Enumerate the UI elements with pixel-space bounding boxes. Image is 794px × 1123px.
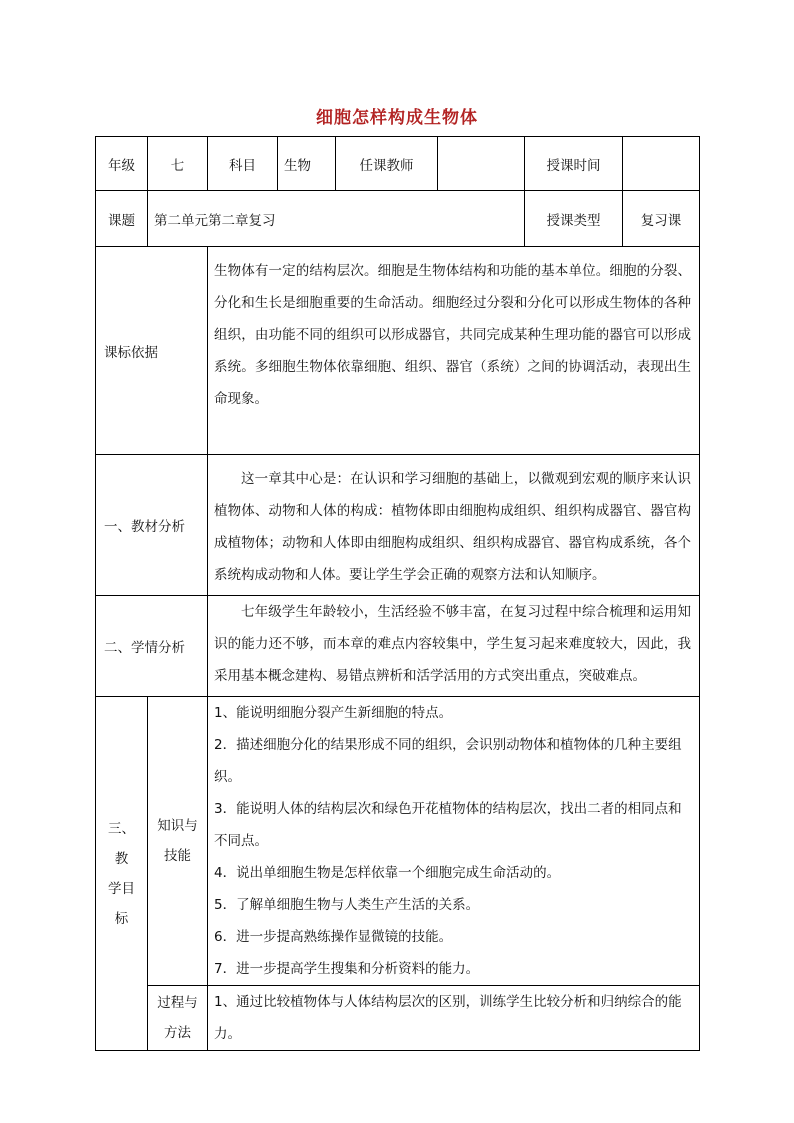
knowledge-item: 6．进一步提高熟练操作显微镜的技能。 <box>214 929 453 945</box>
textbook-label: 一、教材分析 <box>96 455 208 596</box>
process-item: 1、通过比较植物体与人体结构层次的区别，训练学生比较分析和归纳综合的能力。 <box>214 994 682 1042</box>
objectives-label-line: 学目 <box>108 880 135 897</box>
objectives-label-line: 标 <box>114 910 129 927</box>
topic-label: 课题 <box>96 191 148 247</box>
students-label: 二、学情分析 <box>96 596 208 697</box>
header-row <box>96 137 700 191</box>
process-label <box>148 986 208 1051</box>
process-label-line: 过程与 <box>157 995 198 1011</box>
students-row <box>96 596 700 697</box>
process-row <box>96 986 700 1051</box>
knowledge-items <box>208 697 700 986</box>
knowledge-item: 4．说出单细胞生物是怎样依靠一个细胞完成生命活动的。 <box>214 865 561 881</box>
type-label: 授课类型 <box>525 191 623 247</box>
time-value <box>623 137 700 191</box>
knowledge-label-line: 知识与 <box>157 818 198 834</box>
type-value: 复习课 <box>623 191 700 247</box>
standard-text: 生物体有一定的结构层次。细胞是生物体结构和功能的基本单位。细胞的分裂、分化和生长是细胞重要的生命活动。细胞经过分裂和分化可以形成生物体的各种组织，由功能不同的组织可以形成器官，共同完成某种生理功能的器官可以形成系统。多细胞生物体依靠细胞、组织、器官（系统）之间的协调活动，表现出生命现象。 <box>214 263 691 407</box>
knowledge-label-line: 技能 <box>164 848 191 864</box>
time-label: 授课时间 <box>525 137 623 191</box>
knowledge-item: 2．描述细胞分化的结果形成不同的组织，会识别动物体和植物体的几种主要组织。 <box>214 737 682 785</box>
subject-value: 生物 <box>278 137 336 191</box>
objectives-label <box>96 697 148 1051</box>
textbook-text: 这一章其中心是：在认识和学习细胞的基础上，以微观到宏观的顺序来认识植物体、动物和人体的构成：植物体即由细胞构成组织、组织构成器官、器官构成植物体；动物和人体即由细胞构成组织、组织构成器官、器官构成系统，各个系统构成动物和人体。要让学生学会正确的观察方法和认知顺序。 <box>214 471 691 583</box>
standard-label: 课标依据 <box>96 247 208 455</box>
standard-row <box>96 247 700 455</box>
topic-value: 第二单元第二章复习 <box>148 191 525 247</box>
document-title: 细胞怎样构成生物体 <box>316 108 478 128</box>
knowledge-label <box>148 697 208 986</box>
knowledge-item: 3．能说明人体的结构层次和绿色开花植物体的结构层次，找出二者的相同点和不同点。 <box>214 801 682 849</box>
process-label-line: 方法 <box>164 1025 191 1041</box>
objectives-label-line: 三、教 <box>108 820 135 867</box>
lesson-plan-table <box>95 136 700 1051</box>
students-text: 七年级学生年龄较小，生活经验不够丰富，在复习过程中综合梳理和运用知识的能力还不够，而本章的难点内容较集中，学生复习起来难度较大，因此，我采用基本概念建构、易错点辨析和活学活用的方式突出重点，突破难点。 <box>214 604 691 684</box>
process-items <box>208 986 700 1051</box>
knowledge-item: 7．进一步提高学生搜集和分析资料的能力。 <box>214 961 480 977</box>
knowledge-item: 1、能说明细胞分裂产生新细胞的特点。 <box>214 705 453 721</box>
teacher-value <box>438 137 525 191</box>
subject-label: 科目 <box>208 137 278 191</box>
knowledge-row <box>96 697 700 986</box>
teacher-label: 任课教师 <box>336 137 438 191</box>
knowledge-item: 5．了解单细胞生物与人类生产生活的关系。 <box>214 897 480 913</box>
topic-row <box>96 191 700 247</box>
grade-label: 年级 <box>96 137 148 191</box>
textbook-row <box>96 455 700 596</box>
grade-value: 七 <box>148 137 208 191</box>
